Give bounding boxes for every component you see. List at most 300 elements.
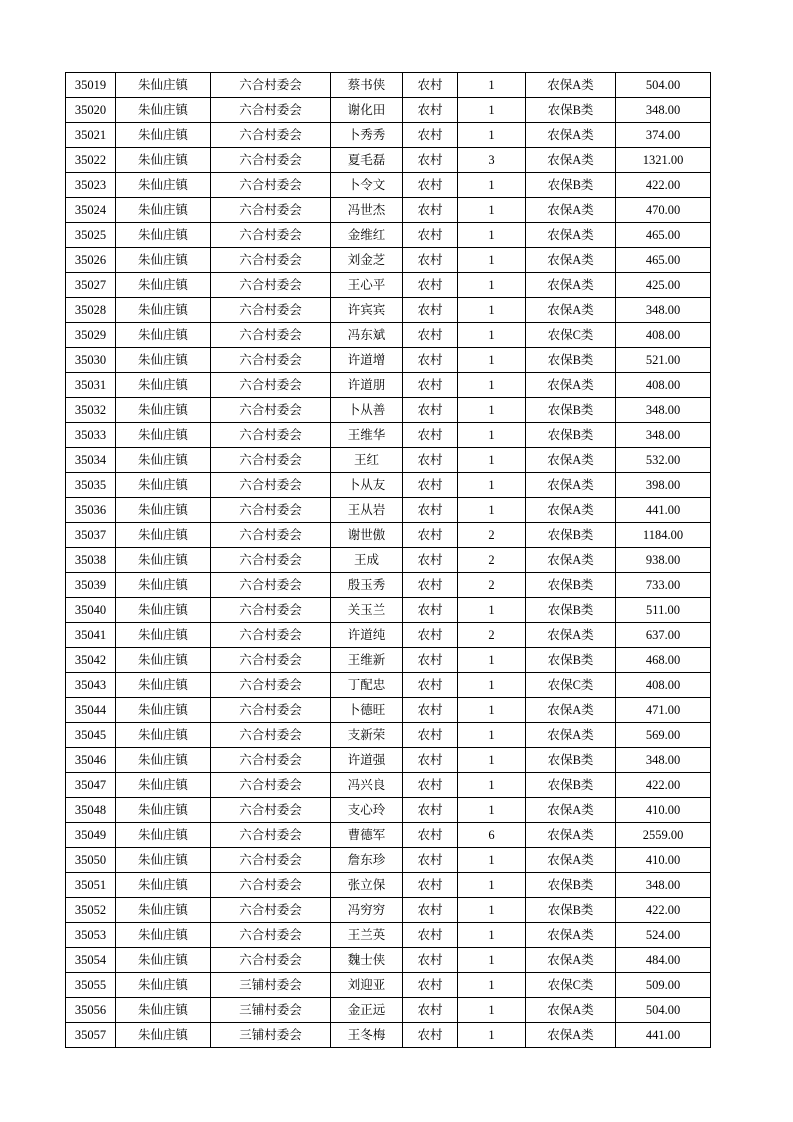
cell-residence-type: 农村 (403, 198, 458, 223)
cell-residence-type: 农村 (403, 473, 458, 498)
cell-id: 35053 (66, 923, 116, 948)
cell-village-committee: 六合村委会 (211, 173, 331, 198)
cell-name: 王成 (331, 548, 403, 573)
cell-id: 35026 (66, 248, 116, 273)
cell-amount: 504.00 (616, 73, 711, 98)
cell-id: 35027 (66, 273, 116, 298)
cell-residence-type: 农村 (403, 423, 458, 448)
cell-residence-type: 农村 (403, 548, 458, 573)
cell-person-count: 1 (458, 873, 526, 898)
cell-name: 冯东斌 (331, 323, 403, 348)
cell-residence-type: 农村 (403, 348, 458, 373)
cell-village-committee: 六合村委会 (211, 73, 331, 98)
table-row (66, 348, 711, 373)
cell-id: 35028 (66, 298, 116, 323)
cell-id: 35042 (66, 648, 116, 673)
table-row (66, 73, 711, 98)
cell-village-committee: 六合村委会 (211, 598, 331, 623)
cell-village-committee: 六合村委会 (211, 948, 331, 973)
table-row (66, 323, 711, 348)
cell-insurance-category: 农保B类 (526, 348, 616, 373)
cell-person-count: 1 (458, 323, 526, 348)
cell-village-committee: 六合村委会 (211, 248, 331, 273)
cell-town: 朱仙庄镇 (116, 498, 211, 523)
cell-town: 朱仙庄镇 (116, 698, 211, 723)
cell-village-committee: 六合村委会 (211, 648, 331, 673)
cell-id: 35054 (66, 948, 116, 973)
cell-town: 朱仙庄镇 (116, 323, 211, 348)
cell-insurance-category: 农保A类 (526, 948, 616, 973)
cell-insurance-category: 农保B类 (526, 398, 616, 423)
cell-person-count: 6 (458, 823, 526, 848)
cell-name: 谢世傲 (331, 523, 403, 548)
table-row (66, 773, 711, 798)
cell-village-committee: 六合村委会 (211, 323, 331, 348)
cell-name: 王心平 (331, 273, 403, 298)
cell-person-count: 1 (458, 73, 526, 98)
cell-residence-type: 农村 (403, 673, 458, 698)
table-row (66, 923, 711, 948)
cell-amount: 465.00 (616, 223, 711, 248)
cell-name: 许宾宾 (331, 298, 403, 323)
cell-amount: 470.00 (616, 198, 711, 223)
cell-residence-type: 农村 (403, 948, 458, 973)
records-table (65, 72, 711, 1048)
cell-id: 35050 (66, 848, 116, 873)
cell-residence-type: 农村 (403, 448, 458, 473)
cell-village-committee: 六合村委会 (211, 698, 331, 723)
cell-town: 朱仙庄镇 (116, 373, 211, 398)
table-row (66, 298, 711, 323)
cell-residence-type: 农村 (403, 623, 458, 648)
cell-person-count: 1 (458, 123, 526, 148)
cell-name: 魏士侠 (331, 948, 403, 973)
cell-village-committee: 六合村委会 (211, 573, 331, 598)
cell-name: 卜令文 (331, 173, 403, 198)
cell-name: 关玉兰 (331, 598, 403, 623)
cell-name: 王兰英 (331, 923, 403, 948)
cell-residence-type: 农村 (403, 98, 458, 123)
cell-town: 朱仙庄镇 (116, 973, 211, 998)
cell-person-count: 2 (458, 573, 526, 598)
cell-amount: 348.00 (616, 98, 711, 123)
cell-name: 卜从友 (331, 473, 403, 498)
cell-person-count: 1 (458, 673, 526, 698)
table-row (66, 573, 711, 598)
cell-name: 王维新 (331, 648, 403, 673)
cell-person-count: 1 (458, 373, 526, 398)
cell-id: 35019 (66, 73, 116, 98)
cell-village-committee: 六合村委会 (211, 773, 331, 798)
cell-name: 冯穷穷 (331, 898, 403, 923)
cell-village-committee: 六合村委会 (211, 273, 331, 298)
cell-town: 朱仙庄镇 (116, 98, 211, 123)
cell-amount: 410.00 (616, 848, 711, 873)
cell-village-committee: 六合村委会 (211, 298, 331, 323)
cell-village-committee: 六合村委会 (211, 873, 331, 898)
cell-town: 朱仙庄镇 (116, 898, 211, 923)
cell-amount: 408.00 (616, 673, 711, 698)
cell-town: 朱仙庄镇 (116, 548, 211, 573)
cell-insurance-category: 农保B类 (526, 898, 616, 923)
cell-residence-type: 农村 (403, 973, 458, 998)
cell-amount: 1321.00 (616, 148, 711, 173)
cell-insurance-category: 农保B类 (526, 423, 616, 448)
cell-name: 王冬梅 (331, 1023, 403, 1048)
cell-town: 朱仙庄镇 (116, 748, 211, 773)
table-row (66, 673, 711, 698)
table-row (66, 623, 711, 648)
cell-insurance-category: 农保A类 (526, 698, 616, 723)
cell-village-committee: 六合村委会 (211, 623, 331, 648)
cell-name: 刘迎亚 (331, 973, 403, 998)
cell-name: 王维华 (331, 423, 403, 448)
cell-person-count: 1 (458, 648, 526, 673)
cell-residence-type: 农村 (403, 323, 458, 348)
cell-residence-type: 农村 (403, 748, 458, 773)
table-row (66, 823, 711, 848)
cell-amount: 422.00 (616, 898, 711, 923)
table-row (66, 398, 711, 423)
cell-town: 朱仙庄镇 (116, 773, 211, 798)
table-row (66, 123, 711, 148)
cell-village-committee: 六合村委会 (211, 898, 331, 923)
cell-name: 詹东珍 (331, 848, 403, 873)
cell-residence-type: 农村 (403, 773, 458, 798)
cell-person-count: 1 (458, 748, 526, 773)
cell-name: 夏毛磊 (331, 148, 403, 173)
cell-village-committee: 六合村委会 (211, 548, 331, 573)
cell-amount: 484.00 (616, 948, 711, 973)
cell-amount: 532.00 (616, 448, 711, 473)
table-row (66, 898, 711, 923)
table-row (66, 173, 711, 198)
table-row (66, 948, 711, 973)
cell-amount: 733.00 (616, 573, 711, 598)
cell-name: 金正远 (331, 998, 403, 1023)
cell-town: 朱仙庄镇 (116, 423, 211, 448)
cell-insurance-category: 农保B类 (526, 523, 616, 548)
cell-name: 刘金芝 (331, 248, 403, 273)
cell-person-count: 1 (458, 948, 526, 973)
cell-insurance-category: 农保B类 (526, 173, 616, 198)
cell-residence-type: 农村 (403, 823, 458, 848)
table-row (66, 498, 711, 523)
cell-id: 35038 (66, 548, 116, 573)
cell-name: 支新荣 (331, 723, 403, 748)
cell-insurance-category: 农保A类 (526, 848, 616, 873)
cell-insurance-category: 农保A类 (526, 998, 616, 1023)
cell-id: 35035 (66, 473, 116, 498)
cell-village-committee: 六合村委会 (211, 823, 331, 848)
cell-insurance-category: 农保A类 (526, 798, 616, 823)
cell-insurance-category: 农保C类 (526, 673, 616, 698)
cell-insurance-category: 农保A类 (526, 448, 616, 473)
cell-town: 朱仙庄镇 (116, 448, 211, 473)
cell-village-committee: 六合村委会 (211, 373, 331, 398)
cell-amount: 521.00 (616, 348, 711, 373)
cell-town: 朱仙庄镇 (116, 348, 211, 373)
cell-person-count: 1 (458, 348, 526, 373)
cell-insurance-category: 农保B类 (526, 773, 616, 798)
cell-insurance-category: 农保A类 (526, 498, 616, 523)
cell-person-count: 2 (458, 623, 526, 648)
cell-name: 卜从善 (331, 398, 403, 423)
cell-residence-type: 农村 (403, 573, 458, 598)
cell-name: 支心玲 (331, 798, 403, 823)
cell-person-count: 1 (458, 273, 526, 298)
table-row (66, 723, 711, 748)
cell-id: 35055 (66, 973, 116, 998)
cell-town: 朱仙庄镇 (116, 948, 211, 973)
cell-id: 35037 (66, 523, 116, 548)
cell-residence-type: 农村 (403, 373, 458, 398)
cell-person-count: 1 (458, 298, 526, 323)
cell-amount: 422.00 (616, 773, 711, 798)
cell-town: 朱仙庄镇 (116, 848, 211, 873)
cell-insurance-category: 农保B类 (526, 873, 616, 898)
cell-village-committee: 三铺村委会 (211, 1023, 331, 1048)
cell-village-committee: 六合村委会 (211, 223, 331, 248)
cell-insurance-category: 农保A类 (526, 248, 616, 273)
cell-id: 35020 (66, 98, 116, 123)
cell-town: 朱仙庄镇 (116, 573, 211, 598)
cell-id: 35048 (66, 798, 116, 823)
cell-insurance-category: 农保A类 (526, 273, 616, 298)
cell-insurance-category: 农保A类 (526, 1023, 616, 1048)
table-row (66, 548, 711, 573)
cell-village-committee: 六合村委会 (211, 723, 331, 748)
cell-amount: 374.00 (616, 123, 711, 148)
cell-person-count: 1 (458, 473, 526, 498)
cell-village-committee: 三铺村委会 (211, 973, 331, 998)
cell-id: 35046 (66, 748, 116, 773)
cell-insurance-category: 农保A类 (526, 123, 616, 148)
cell-amount: 468.00 (616, 648, 711, 673)
cell-insurance-category: 农保B类 (526, 648, 616, 673)
cell-residence-type: 农村 (403, 523, 458, 548)
cell-person-count: 1 (458, 198, 526, 223)
cell-village-committee: 六合村委会 (211, 748, 331, 773)
cell-person-count: 1 (458, 423, 526, 448)
cell-village-committee: 六合村委会 (211, 148, 331, 173)
cell-insurance-category: 农保A类 (526, 373, 616, 398)
cell-person-count: 1 (458, 798, 526, 823)
cell-person-count: 1 (458, 848, 526, 873)
cell-town: 朱仙庄镇 (116, 473, 211, 498)
cell-town: 朱仙庄镇 (116, 798, 211, 823)
table-row (66, 198, 711, 223)
cell-person-count: 1 (458, 1023, 526, 1048)
cell-person-count: 1 (458, 248, 526, 273)
cell-id: 35052 (66, 898, 116, 923)
cell-residence-type: 农村 (403, 123, 458, 148)
cell-village-committee: 六合村委会 (211, 348, 331, 373)
cell-residence-type: 农村 (403, 148, 458, 173)
cell-residence-type: 农村 (403, 273, 458, 298)
cell-residence-type: 农村 (403, 648, 458, 673)
cell-name: 王红 (331, 448, 403, 473)
cell-person-count: 1 (458, 723, 526, 748)
cell-residence-type: 农村 (403, 248, 458, 273)
table-row (66, 973, 711, 998)
cell-town: 朱仙庄镇 (116, 598, 211, 623)
cell-residence-type: 农村 (403, 223, 458, 248)
cell-amount: 637.00 (616, 623, 711, 648)
cell-name: 卜秀秀 (331, 123, 403, 148)
cell-amount: 348.00 (616, 748, 711, 773)
cell-id: 35022 (66, 148, 116, 173)
cell-id: 35039 (66, 573, 116, 598)
cell-insurance-category: 农保B类 (526, 748, 616, 773)
table-row (66, 648, 711, 673)
cell-town: 朱仙庄镇 (116, 73, 211, 98)
cell-insurance-category: 农保A类 (526, 823, 616, 848)
cell-name: 金维红 (331, 223, 403, 248)
cell-town: 朱仙庄镇 (116, 223, 211, 248)
cell-town: 朱仙庄镇 (116, 123, 211, 148)
table-row (66, 98, 711, 123)
cell-name: 冯兴良 (331, 773, 403, 798)
cell-name: 丁配忠 (331, 673, 403, 698)
cell-name: 许道纯 (331, 623, 403, 648)
cell-town: 朱仙庄镇 (116, 648, 211, 673)
cell-insurance-category: 农保A类 (526, 148, 616, 173)
cell-id: 35057 (66, 1023, 116, 1048)
cell-village-committee: 六合村委会 (211, 848, 331, 873)
table-body (66, 73, 711, 1048)
cell-insurance-category: 农保B类 (526, 98, 616, 123)
cell-amount: 509.00 (616, 973, 711, 998)
cell-amount: 398.00 (616, 473, 711, 498)
cell-id: 35030 (66, 348, 116, 373)
table-row (66, 273, 711, 298)
cell-town: 朱仙庄镇 (116, 673, 211, 698)
cell-name: 谢化田 (331, 98, 403, 123)
table-row (66, 848, 711, 873)
cell-id: 35049 (66, 823, 116, 848)
table-row (66, 523, 711, 548)
cell-amount: 408.00 (616, 323, 711, 348)
cell-residence-type: 农村 (403, 873, 458, 898)
cell-town: 朱仙庄镇 (116, 823, 211, 848)
cell-amount: 1184.00 (616, 523, 711, 548)
cell-amount: 569.00 (616, 723, 711, 748)
cell-insurance-category: 农保C类 (526, 973, 616, 998)
cell-town: 朱仙庄镇 (116, 873, 211, 898)
cell-village-committee: 三铺村委会 (211, 998, 331, 1023)
cell-person-count: 1 (458, 773, 526, 798)
cell-town: 朱仙庄镇 (116, 1023, 211, 1048)
cell-name: 王从岩 (331, 498, 403, 523)
cell-id: 35033 (66, 423, 116, 448)
cell-person-count: 1 (458, 998, 526, 1023)
cell-name: 卜德旺 (331, 698, 403, 723)
cell-person-count: 3 (458, 148, 526, 173)
cell-town: 朱仙庄镇 (116, 173, 211, 198)
cell-amount: 441.00 (616, 498, 711, 523)
cell-name: 殷玉秀 (331, 573, 403, 598)
table-row (66, 473, 711, 498)
cell-id: 35023 (66, 173, 116, 198)
cell-amount: 422.00 (616, 173, 711, 198)
cell-residence-type: 农村 (403, 998, 458, 1023)
cell-residence-type: 农村 (403, 798, 458, 823)
table-row (66, 223, 711, 248)
cell-town: 朱仙庄镇 (116, 198, 211, 223)
cell-residence-type: 农村 (403, 73, 458, 98)
cell-person-count: 1 (458, 973, 526, 998)
cell-insurance-category: 农保A类 (526, 198, 616, 223)
cell-name: 许道朋 (331, 373, 403, 398)
cell-town: 朱仙庄镇 (116, 398, 211, 423)
cell-town: 朱仙庄镇 (116, 998, 211, 1023)
cell-person-count: 1 (458, 898, 526, 923)
table-row (66, 998, 711, 1023)
cell-town: 朱仙庄镇 (116, 248, 211, 273)
cell-amount: 348.00 (616, 423, 711, 448)
cell-id: 35043 (66, 673, 116, 698)
cell-id: 35056 (66, 998, 116, 1023)
cell-name: 蔡书侠 (331, 73, 403, 98)
cell-person-count: 2 (458, 548, 526, 573)
cell-amount: 441.00 (616, 1023, 711, 1048)
cell-amount: 465.00 (616, 248, 711, 273)
cell-insurance-category: 农保B类 (526, 573, 616, 598)
cell-village-committee: 六合村委会 (211, 123, 331, 148)
cell-residence-type: 农村 (403, 898, 458, 923)
cell-person-count: 1 (458, 398, 526, 423)
cell-amount: 348.00 (616, 398, 711, 423)
table-row (66, 1023, 711, 1048)
cell-residence-type: 农村 (403, 173, 458, 198)
table-row (66, 598, 711, 623)
cell-village-committee: 六合村委会 (211, 448, 331, 473)
table-row (66, 423, 711, 448)
cell-town: 朱仙庄镇 (116, 273, 211, 298)
cell-village-committee: 六合村委会 (211, 473, 331, 498)
cell-amount: 425.00 (616, 273, 711, 298)
cell-amount: 2559.00 (616, 823, 711, 848)
cell-amount: 938.00 (616, 548, 711, 573)
cell-residence-type: 农村 (403, 698, 458, 723)
cell-id: 35041 (66, 623, 116, 648)
cell-insurance-category: 农保C类 (526, 323, 616, 348)
cell-id: 35036 (66, 498, 116, 523)
cell-residence-type: 农村 (403, 598, 458, 623)
table-row (66, 873, 711, 898)
cell-town: 朱仙庄镇 (116, 623, 211, 648)
table-row (66, 248, 711, 273)
cell-amount: 511.00 (616, 598, 711, 623)
cell-name: 许道增 (331, 348, 403, 373)
cell-village-committee: 六合村委会 (211, 673, 331, 698)
cell-id: 35040 (66, 598, 116, 623)
table-row (66, 798, 711, 823)
cell-person-count: 1 (458, 698, 526, 723)
cell-person-count: 2 (458, 523, 526, 548)
cell-residence-type: 农村 (403, 923, 458, 948)
cell-id: 35045 (66, 723, 116, 748)
cell-amount: 348.00 (616, 298, 711, 323)
cell-residence-type: 农村 (403, 498, 458, 523)
cell-village-committee: 六合村委会 (211, 98, 331, 123)
cell-person-count: 1 (458, 223, 526, 248)
cell-name: 张立保 (331, 873, 403, 898)
cell-amount: 504.00 (616, 998, 711, 1023)
table-row (66, 148, 711, 173)
cell-name: 曹德军 (331, 823, 403, 848)
